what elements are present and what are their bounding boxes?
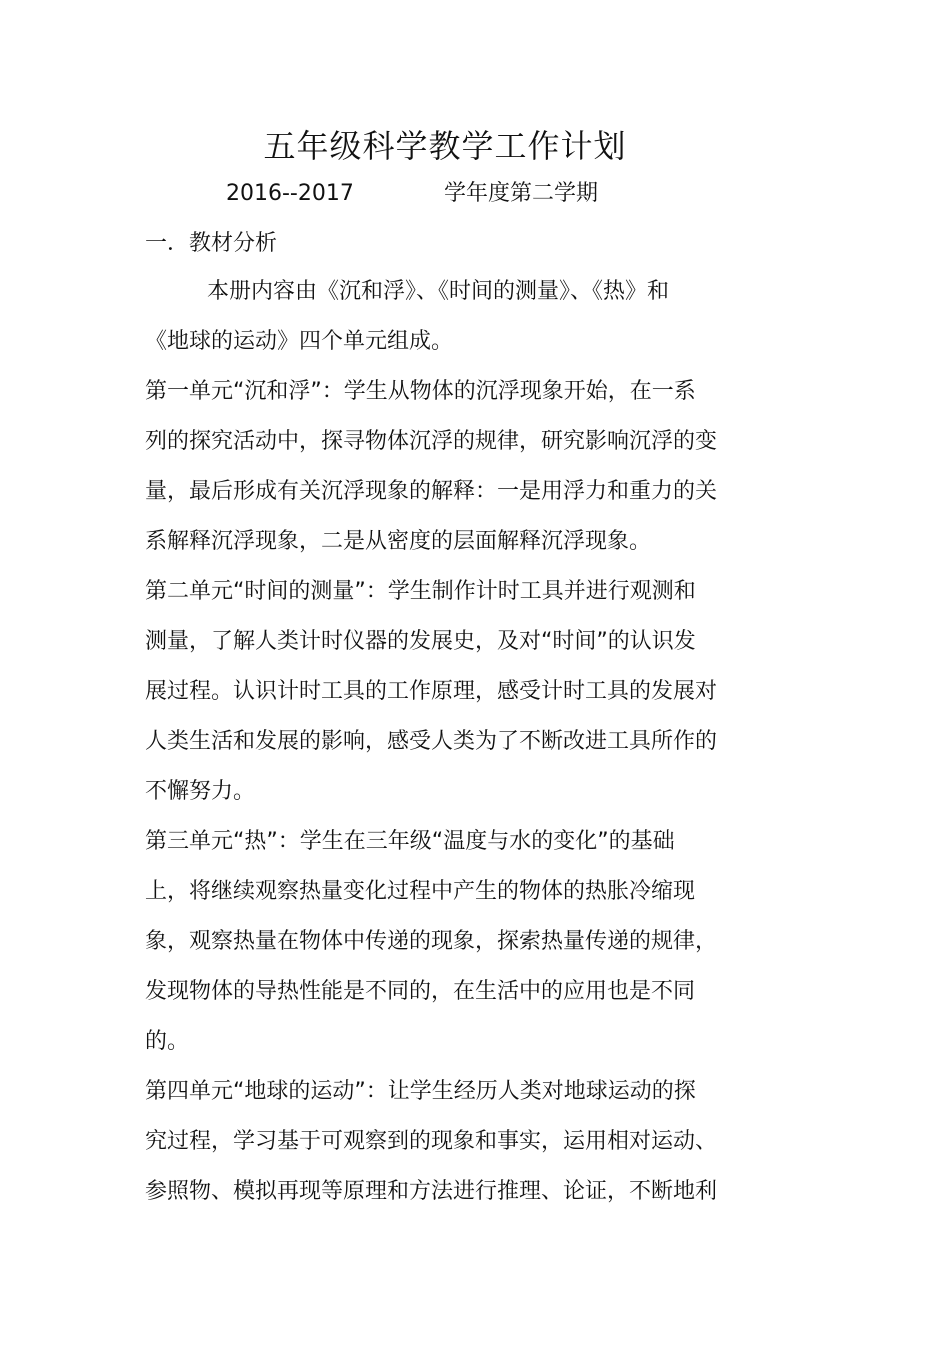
paragraph-line: 象，观察热量在物体中传递的现象，探索热量传递的规律，: [145, 929, 718, 954]
paragraph-line: 的。: [145, 1029, 190, 1054]
school-year: 2016--2017: [226, 181, 354, 206]
document-title: 五年级科学教学工作计划: [263, 127, 627, 165]
paragraph-line: 第三单元“热”：学生在三年级“温度与水的变化”的基础: [145, 829, 675, 854]
paragraph-line: 第二单元“时间的测量”：学生制作计时工具并进行观测和: [145, 579, 696, 604]
paragraph-line: 展过程。认识计时工具的工作原理，感受计时工具的发展对: [145, 679, 718, 704]
paragraph-line: 究过程，学习基于可观察到的现象和事实，运用相对运动、: [145, 1129, 718, 1154]
section-heading: 一．教材分析: [145, 231, 278, 256]
paragraph-line: 发现物体的导热性能是不同的，在生活中的应用也是不同: [145, 979, 696, 1004]
paragraph-line: 本册内容由《沉和浮》、《时间的测量》、《热》和: [207, 279, 670, 304]
paragraph-line: 参照物、模拟再现等原理和方法进行推理、论证，不断地利: [145, 1179, 718, 1204]
paragraph-line: 系解释沉浮现象，二是从密度的层面解释沉浮现象。: [145, 529, 652, 554]
paragraph-line: 《地球的运动》四个单元组成。: [145, 329, 454, 354]
paragraph-line: 第四单元“地球的运动”：让学生经历人类对地球运动的探: [145, 1079, 696, 1104]
paragraph-line: 上，将继续观察热量变化过程中产生的物体的热胀冷缩现: [145, 879, 696, 904]
paragraph-line: 测量，了解人类计时仪器的发展史，及对“时间”的认识发: [145, 629, 696, 654]
semester: 学年度第二学期: [444, 181, 599, 206]
paragraph-line: 不懈努力。: [145, 779, 256, 804]
paragraph-line: 列的探究活动中，探寻物体沉浮的规律，研究影响沉浮的变: [145, 429, 718, 454]
paragraph-line: 人类生活和发展的影响，感受人类为了不断改进工具所作的: [145, 729, 718, 754]
paragraph-line: 量，最后形成有关沉浮现象的解释：一是用浮力和重力的关: [145, 479, 718, 504]
paragraph-line: 第一单元“沉和浮”：学生从物体的沉浮现象开始，在一系: [145, 379, 696, 404]
